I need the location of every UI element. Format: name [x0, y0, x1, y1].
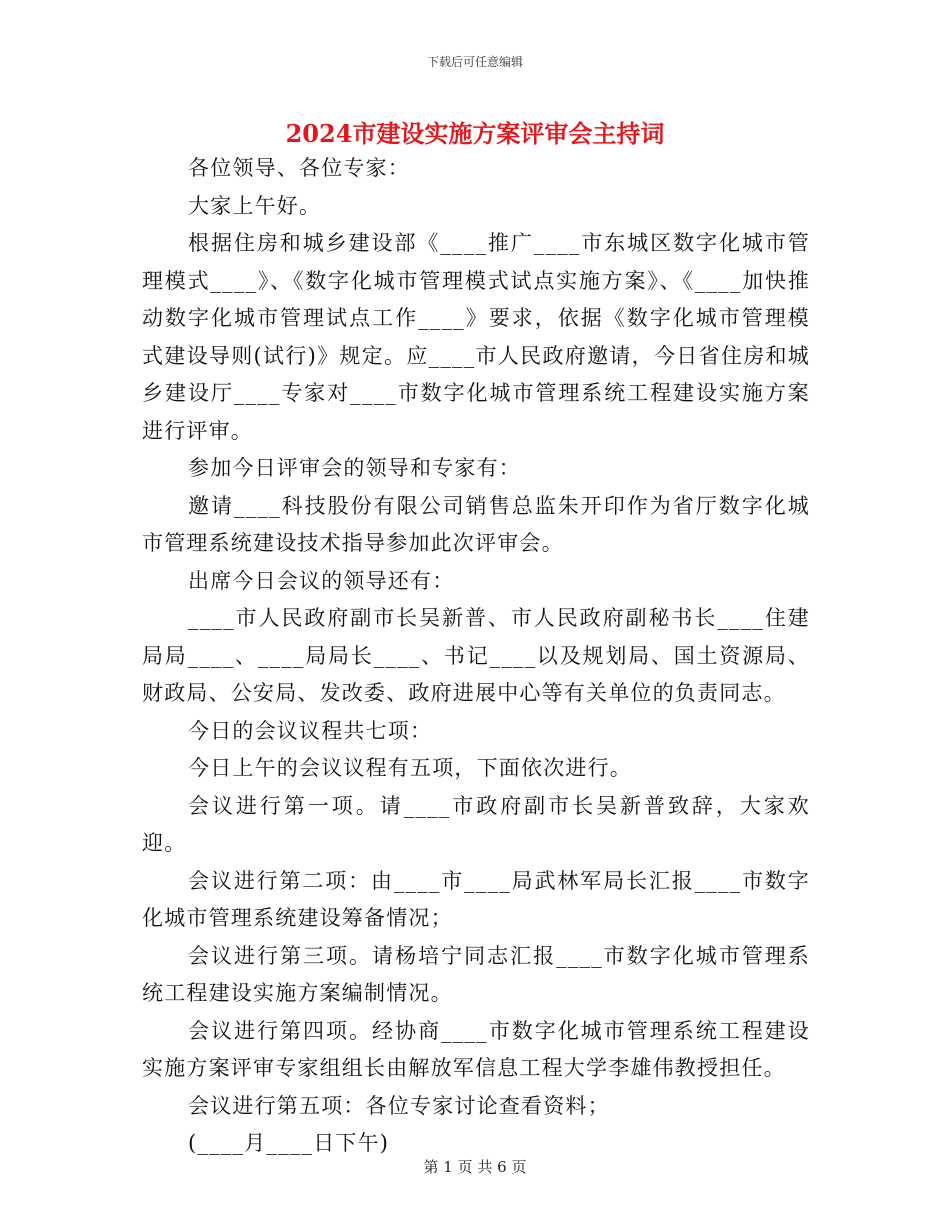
paragraph-item-two: 会议进行第二项：由____市____局武林军局长汇报____市数字化城市管理系统建设筹备情况； — [142, 868, 810, 930]
paragraph-invited-guest: 邀请____科技股份有限公司销售总监朱开印作为省厅数字化城市管理系统建设技术指导参加此次评审会。 — [142, 493, 810, 555]
paragraph-morning-agenda: 今日上午的会议议程有五项，下面依次进行。 — [188, 756, 632, 780]
document-body — [142, 150, 810, 1163]
paragraph-basis: 根据住房和城乡建设部《____推广____市东城区数字化城市管理模式____》、《数字化城市管理模式试点实施方案》、《____加快推动数字化城市管理试点工作____》要求，依据《数字化城市管理模式建设导则(试行)》规定。应____市人民政府邀请，今日省住房和城乡建设厅____专家对____市数字化城市管理系统工程建设实施方案进行评审。 — [142, 231, 810, 443]
paragraph-afternoon-date: (____月____日下午) — [188, 1131, 390, 1155]
paragraph-good-morning: 大家上午好。 — [188, 193, 322, 218]
header-note: 下载后可任意编辑 — [426, 55, 523, 69]
paragraph-leaders-intro: 出席今日会议的领导还有： — [188, 568, 455, 593]
paragraph-leaders-list: ____市人民政府副市长吴新普、市人民政府副秘书长____住建局局____、____局局长____、书记____以及规划局、国土资源局、财政局、公安局、发改委、政府进展中心等有关单位的负责同志。 — [142, 606, 810, 705]
paragraph-attendees-intro: 参加今日评审会的领导和专家有： — [188, 456, 521, 480]
page-indicator: 第 1 页 共 6 页 — [423, 1158, 527, 1176]
paragraph-item-four: 会议进行第四项。经协商____市数字化城市管理系统工程建设实施方案评审专家组组长由解放军信息工程大学李雄伟教授担任。 — [142, 1018, 810, 1080]
paragraph-greeting: 各位领导、各位专家： — [188, 156, 410, 180]
paragraph-item-three: 会议进行第三项。请杨培宁同志汇报____市数字化城市管理系统工程建设实施方案编制情况。 — [142, 943, 810, 1005]
paragraph-agenda-count: 今日的会议议程共七项： — [188, 718, 433, 743]
document-title: 2024市建设实施方案评审会主持词 — [285, 119, 665, 148]
paragraph-item-one: 会议进行第一项。请____市政府副市长吴新普致辞，大家欢迎。 — [142, 793, 810, 855]
paragraph-item-five: 会议进行第五项：各位专家讨论查看资料； — [188, 1093, 610, 1118]
